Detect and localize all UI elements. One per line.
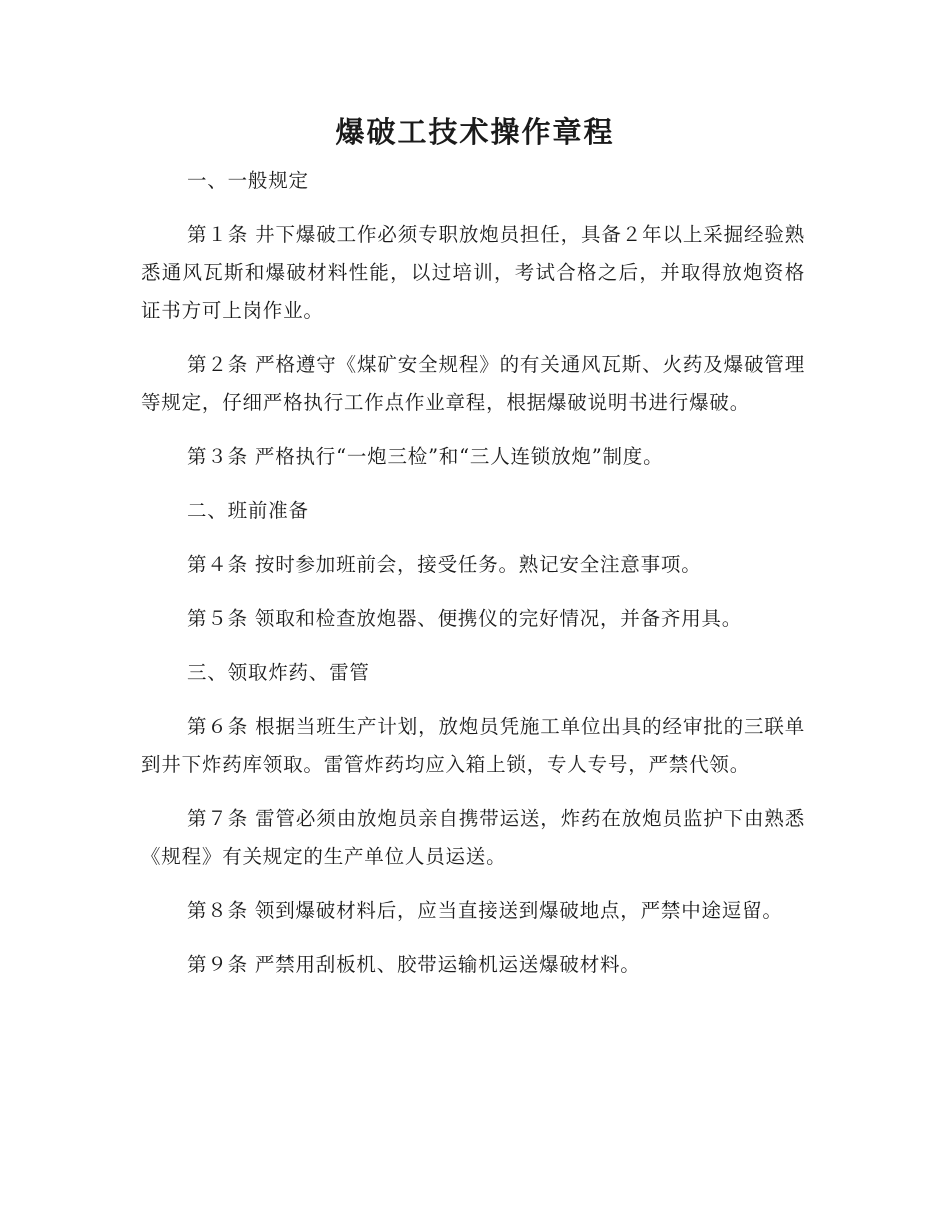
document-title: 爆破工技术操作章程 — [335, 115, 615, 149]
article-6: 第６条 根据当班生产计划，放炮员凭施工单位出具的经审批的三联单到井下炸药库领取。雷管炸药均应入箱上锁，专人专号，严禁代领。 — [141, 715, 805, 776]
article-3: 第３条 严格执行“一炮三检”和“三人连锁放炮”制度。 — [187, 445, 664, 468]
section-heading-preparation: 二、班前准备 — [187, 499, 309, 522]
section-heading-general: 一、一般规定 — [187, 169, 309, 192]
article-1: 第１条 井下爆破工作必须专职放炮员担任，具备２年以上采掘经验熟悉通风瓦斯和爆破材料性能，以过培训，考试合格之后，并取得放炮资格证书方可上岗作业。 — [141, 223, 805, 322]
article-9: 第９条 严禁用刮板机、胶带运输机运送爆破材料。 — [187, 953, 641, 976]
article-5: 第５条 领取和检查放炮器、便携仪的完好情况，并备齐用具。 — [187, 607, 743, 630]
section-heading-collect-explosives: 三、领取炸药、雷管 — [187, 661, 370, 684]
article-2: 第２条 严格遵守《煤矿安全规程》的有关通风瓦斯、火药及爆破管理等规定，仔细严格执行工作点作业章程，根据爆破说明书进行爆破。 — [141, 353, 805, 414]
document-body — [141, 162, 805, 1000]
article-7: 第７条 雷管必须由放炮员亲自携带运送，炸药在放炮员监护下由熟悉《规程》有关规定的生产单位人员运送。 — [141, 807, 805, 868]
article-8: 第８条 领到爆破材料后，应当直接送到爆破地点，严禁中途逗留。 — [187, 899, 783, 922]
article-4: 第４条 按时参加班前会，接受任务。熟记安全注意事项。 — [187, 553, 702, 576]
